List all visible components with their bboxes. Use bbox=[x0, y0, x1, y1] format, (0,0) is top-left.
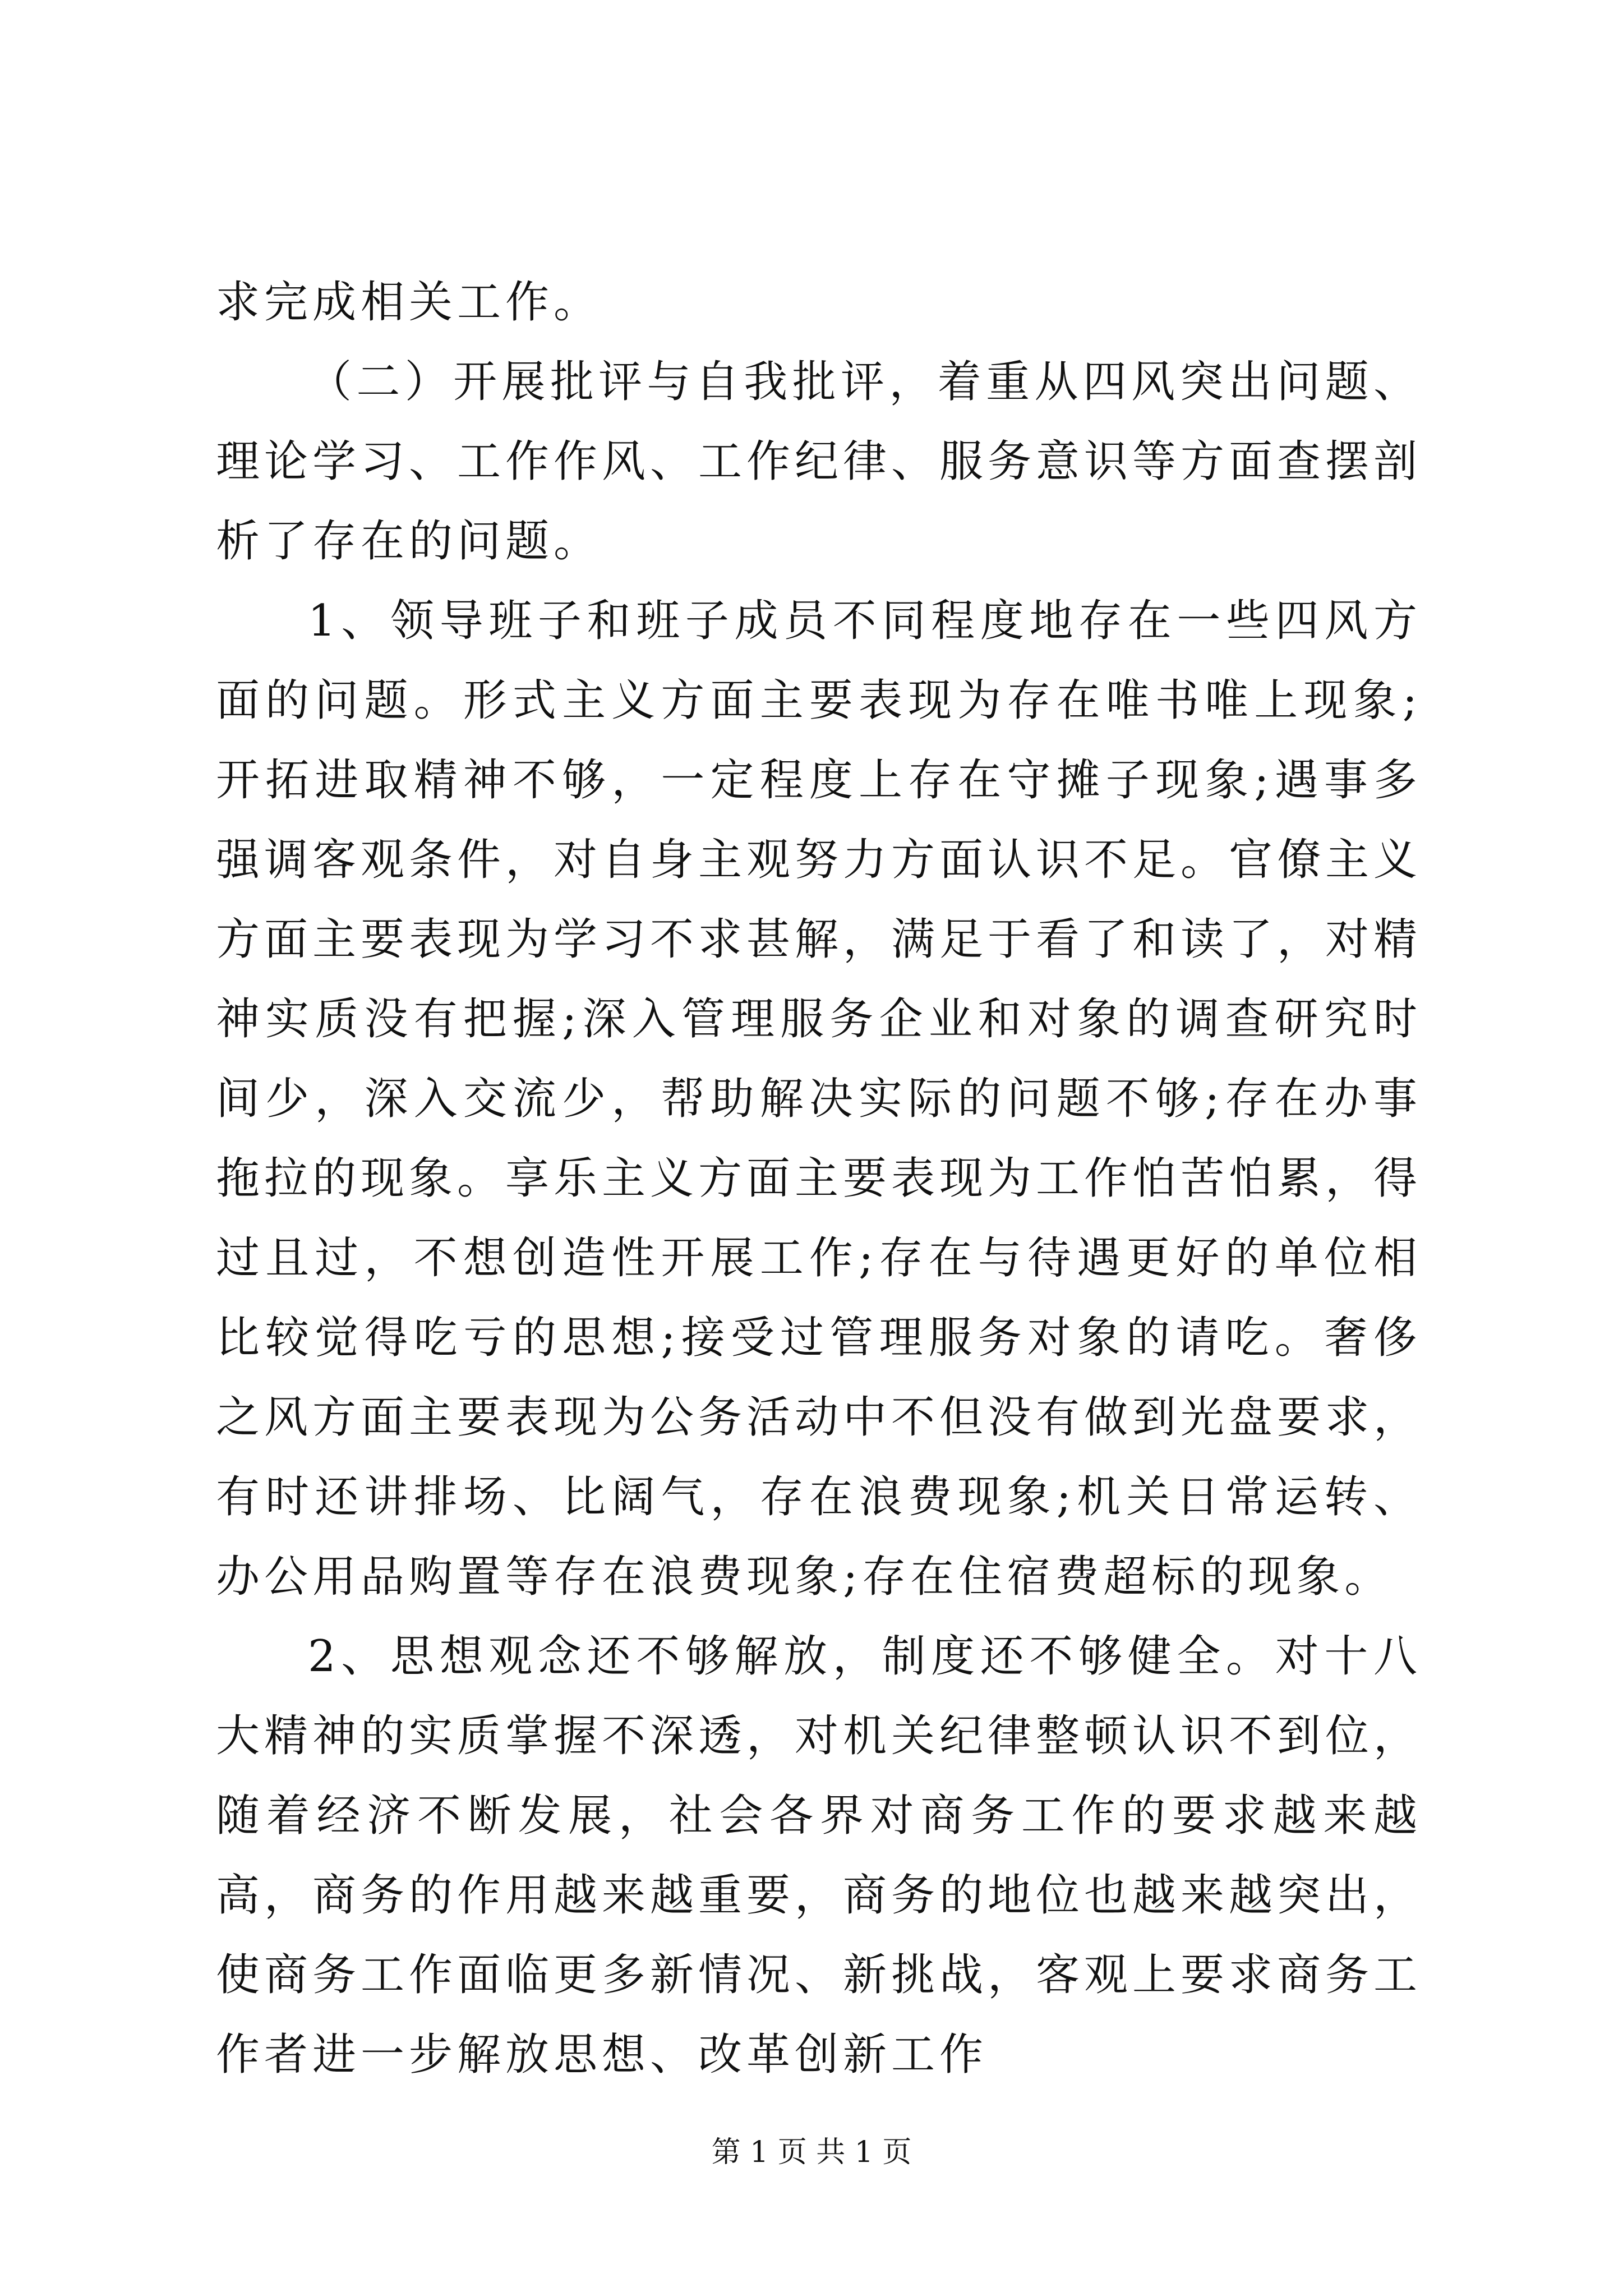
document-body bbox=[216, 263, 1422, 2095]
paragraph-item-one: 1、领导班子和班子成员不同程度地存在一些四风方面的问题。形式主义方面主要表现为存在唯书唯上现象;开拓进取精神不够，一定程度上存在守摊子现象;遇事多强调客观条件，对自身主观努力方面认识不足。官僚主义方面主要表现为学习不求甚解，满足于看了和读了，对精神实质没有把握;深入管理服务企业和对象的调查研究时间少，深入交流少，帮助解决实际的问题不够;存在办事拖拉的现象。享乐主义方面主要表现为工作怕苦怕累，得过且过，不想创造性开展工作;存在与待遇更好的单位相比较觉得吃亏的思想;接受过管理服务对象的请吃。奢侈之风方面主要表现为公务活动中不但没有做到光盘要求，有时还讲排场、比阔气，存在浪费现象;机关日常运转、办公用品购置等存在浪费现象;存在住宿费超标的现象。 bbox=[216, 596, 1422, 1602]
paragraph-section-two: （二）开展批评与自我批评，着重从四风突出问题、理论学习、工作作风、工作纪律、服务意识等方面查摆剖析了存在的问题。 bbox=[216, 357, 1422, 567]
paragraph-item-two: 2、思想观念还不够解放，制度还不够健全。对十八大精神的实质掌握不深透，对机关纪律整顿认识不到位，随着经济不断发展，社会各界对商务工作的要求越来越高，商务的作用越来越重要，商务的地位也越来越突出，使商务工作面临更多新情况、新挑战，客观上要求商务工作者进一步解放思想、改革创新工作 bbox=[216, 1631, 1422, 2080]
paragraph-continuation: 求完成相关工作。 bbox=[216, 277, 602, 328]
page-footer: 第 1 页 共 1 页 bbox=[711, 2136, 912, 2169]
